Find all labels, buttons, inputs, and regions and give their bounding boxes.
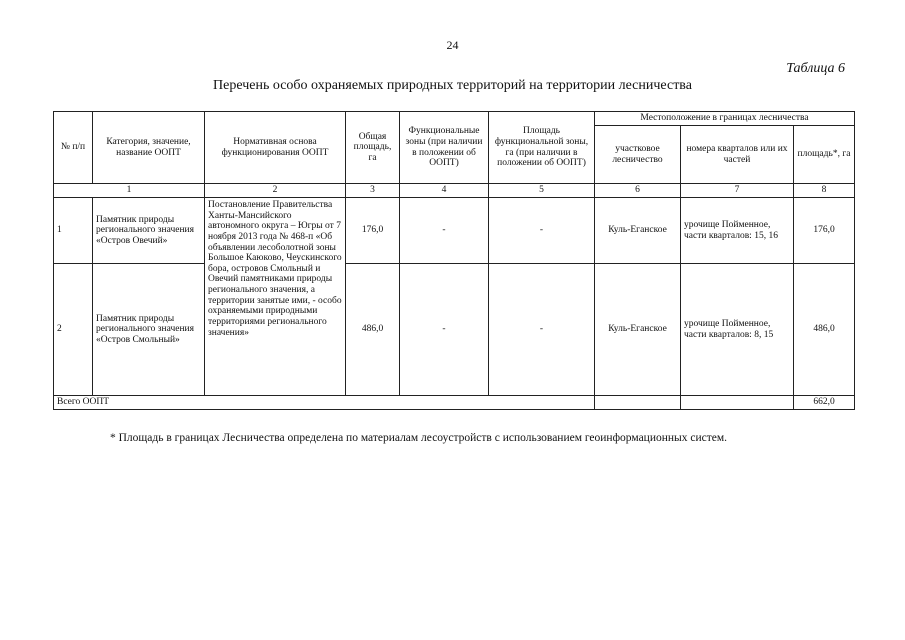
row-quarters: урочище Пойменное, части кварталов: 15, 16: [681, 198, 794, 264]
row-num: 1: [54, 198, 93, 264]
total-empty-cell: [681, 396, 794, 410]
total-value: 662,0: [794, 396, 855, 410]
header-total-area: Общая площадь, га: [346, 112, 400, 184]
row-func-zones: -: [400, 264, 489, 396]
table-header: [54, 112, 855, 198]
column-number: 4: [400, 184, 489, 198]
header-area: площадь*, га: [794, 126, 855, 184]
total-empty-cell: [595, 396, 681, 410]
row-total-area: 176,0: [346, 198, 400, 264]
column-number: 3: [346, 184, 400, 198]
total-row: [54, 396, 855, 410]
row-num: 2: [54, 264, 93, 396]
column-number: 2: [205, 184, 346, 198]
row-area: 486,0: [794, 264, 855, 396]
document-title: Перечень особо охраняемых природных территорий на территории лесничества: [213, 78, 692, 93]
header-district-forestry: участковое лесничество: [595, 126, 681, 184]
column-number: 1: [54, 184, 205, 198]
table-row: [54, 198, 855, 264]
header-category: Категория, значение, название ООПТ: [93, 112, 205, 184]
header-num: № п/п: [54, 112, 93, 184]
column-number-row: [54, 184, 855, 198]
header-quarters: номера кварталов или их частей: [681, 126, 794, 184]
row-district-forestry: Куль-Еганское: [595, 264, 681, 396]
header-norm-basis: Нормативная основа функционирования ООПТ: [205, 112, 346, 184]
row-category: Памятник природы регионального значения «Остров Смольный»: [93, 264, 205, 396]
table-caption: Таблица 6: [786, 61, 845, 76]
header-func-area: Площадь функциональной зоны, га (при наличии в положении об ООПТ): [489, 112, 595, 184]
row-category: Памятник природы регионального значения «Остров Овечий»: [93, 198, 205, 264]
row-area: 176,0: [794, 198, 855, 264]
header-func-zones: Функциональные зоны (при наличии в положении об ООПТ): [400, 112, 489, 184]
row-district-forestry: Куль-Еганское: [595, 198, 681, 264]
page-number: 24: [446, 38, 459, 52]
column-number: 6: [595, 184, 681, 198]
footnote: * Площадь в границах Лесничества определена по материалам лесоустройств с использованием геоинформационных систем.: [110, 432, 728, 444]
oopt-table: [53, 111, 855, 410]
row-func-area: -: [489, 198, 595, 264]
row-func-zones: -: [400, 198, 489, 264]
total-label: Всего ООПТ: [54, 396, 595, 410]
column-number: 5: [489, 184, 595, 198]
column-number: 7: [681, 184, 794, 198]
row-quarters: урочище Пойменное, части кварталов: 8, 15: [681, 264, 794, 396]
table-row: [54, 264, 855, 396]
row-func-area: -: [489, 264, 595, 396]
row-total-area: 486,0: [346, 264, 400, 396]
header-location-group: Местоположение в границах лесничества: [595, 112, 855, 126]
column-number: 8: [794, 184, 855, 198]
row-normative-basis: Постановление Правительства Ханты-Мансийского автономного округа – Югры от 7 ноября 2013 года № 468-п «Об объявлении лесоболотной зоны Большое Каюково, Чеускинского бора, островов Смольный и Овечий памятниками природы регионального значения, а территории занятые ими, - особо охраняемыми природными территориями регионального значения»: [205, 198, 346, 396]
